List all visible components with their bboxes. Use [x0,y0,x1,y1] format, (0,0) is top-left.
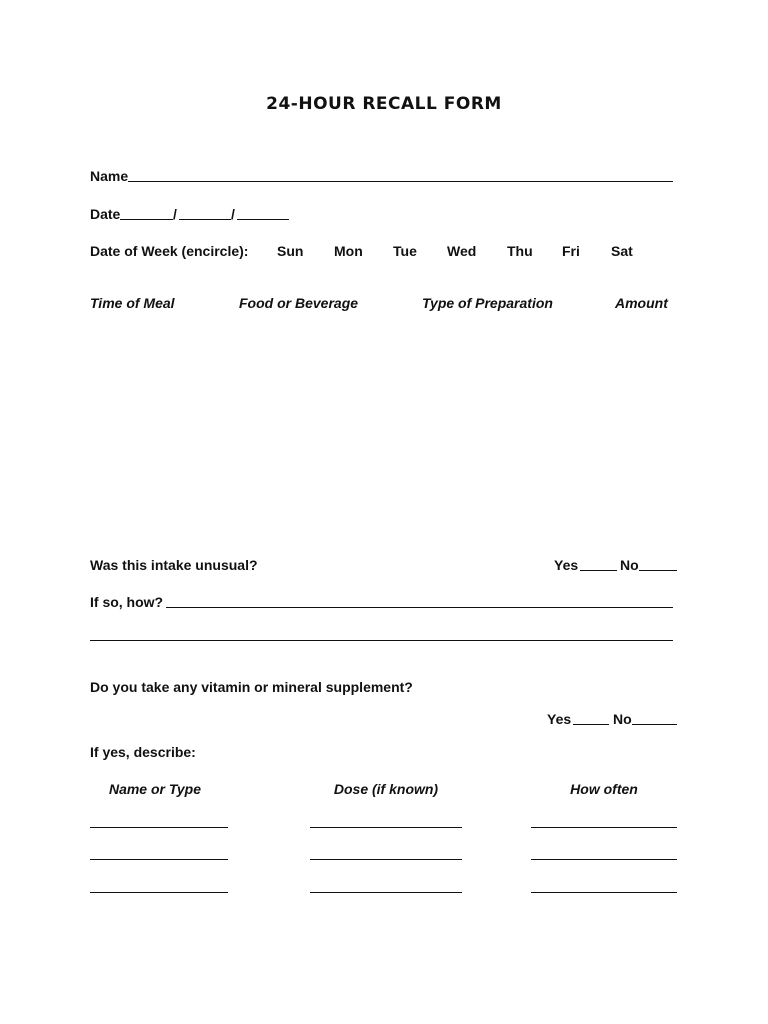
intake-how-label: If so, how? [90,594,164,610]
intake-yes-label: Yes [554,557,579,573]
day-of-week-label: Date of Week (encircle): [90,243,249,259]
day-option-thu[interactable]: Thu [507,243,533,259]
intake-how-field-1[interactable] [166,607,673,608]
header-food-or-beverage: Food or Beverage [239,295,359,311]
header-how-often: How often [570,781,638,797]
form-title: 24-HOUR RECALL FORM [266,94,502,114]
supplement-yes-label: Yes [547,711,572,727]
date-label: Date [90,206,121,222]
intake-no-label: No [620,557,639,573]
header-dose: Dose (if known) [333,781,439,797]
supplement-row-2-name-field[interactable] [90,859,228,860]
header-type-of-preparation: Type of Preparation [422,295,553,311]
supplement-row-1-dose-field[interactable] [310,827,462,828]
intake-unusual-question: Was this intake unusual? [90,557,258,573]
header-name-or-type: Name or Type [108,781,202,797]
supplement-no-label: No [613,711,632,727]
date-separator-1: / [173,206,177,222]
supplement-yes-field[interactable] [573,724,609,725]
supplement-row-1-often-field[interactable] [531,827,677,828]
day-option-mon[interactable]: Mon [334,243,363,259]
supplement-row-3-name-field[interactable] [90,892,228,893]
date-separator-2: / [231,206,235,222]
name-label: Name [90,168,129,184]
supplement-question: Do you take any vitamin or mineral supplement? [90,679,413,695]
supplement-no-field[interactable] [632,724,677,725]
intake-how-field-2[interactable] [90,640,673,641]
day-option-fri[interactable]: Fri [562,243,580,259]
meal-entry-area[interactable] [90,320,678,545]
day-option-sat[interactable]: Sat [611,243,633,259]
supplement-row-3-often-field[interactable] [531,892,677,893]
supplement-describe-label: If yes, describe: [90,744,196,760]
intake-no-field[interactable] [639,570,677,571]
day-option-sun[interactable]: Sun [277,243,304,259]
supplement-row-2-dose-field[interactable] [310,859,462,860]
day-option-tue[interactable]: Tue [393,243,417,259]
header-time-of-meal: Time of Meal [90,295,175,311]
name-field[interactable] [128,181,673,182]
date-day-field[interactable] [179,219,231,220]
day-option-wed[interactable]: Wed [447,243,477,259]
header-amount: Amount [615,295,668,311]
supplement-row-3-dose-field[interactable] [310,892,462,893]
supplement-row-2-often-field[interactable] [531,859,677,860]
date-year-field[interactable] [237,219,289,220]
supplement-row-1-name-field[interactable] [90,827,228,828]
date-month-field[interactable] [120,219,173,220]
intake-yes-field[interactable] [580,570,617,571]
